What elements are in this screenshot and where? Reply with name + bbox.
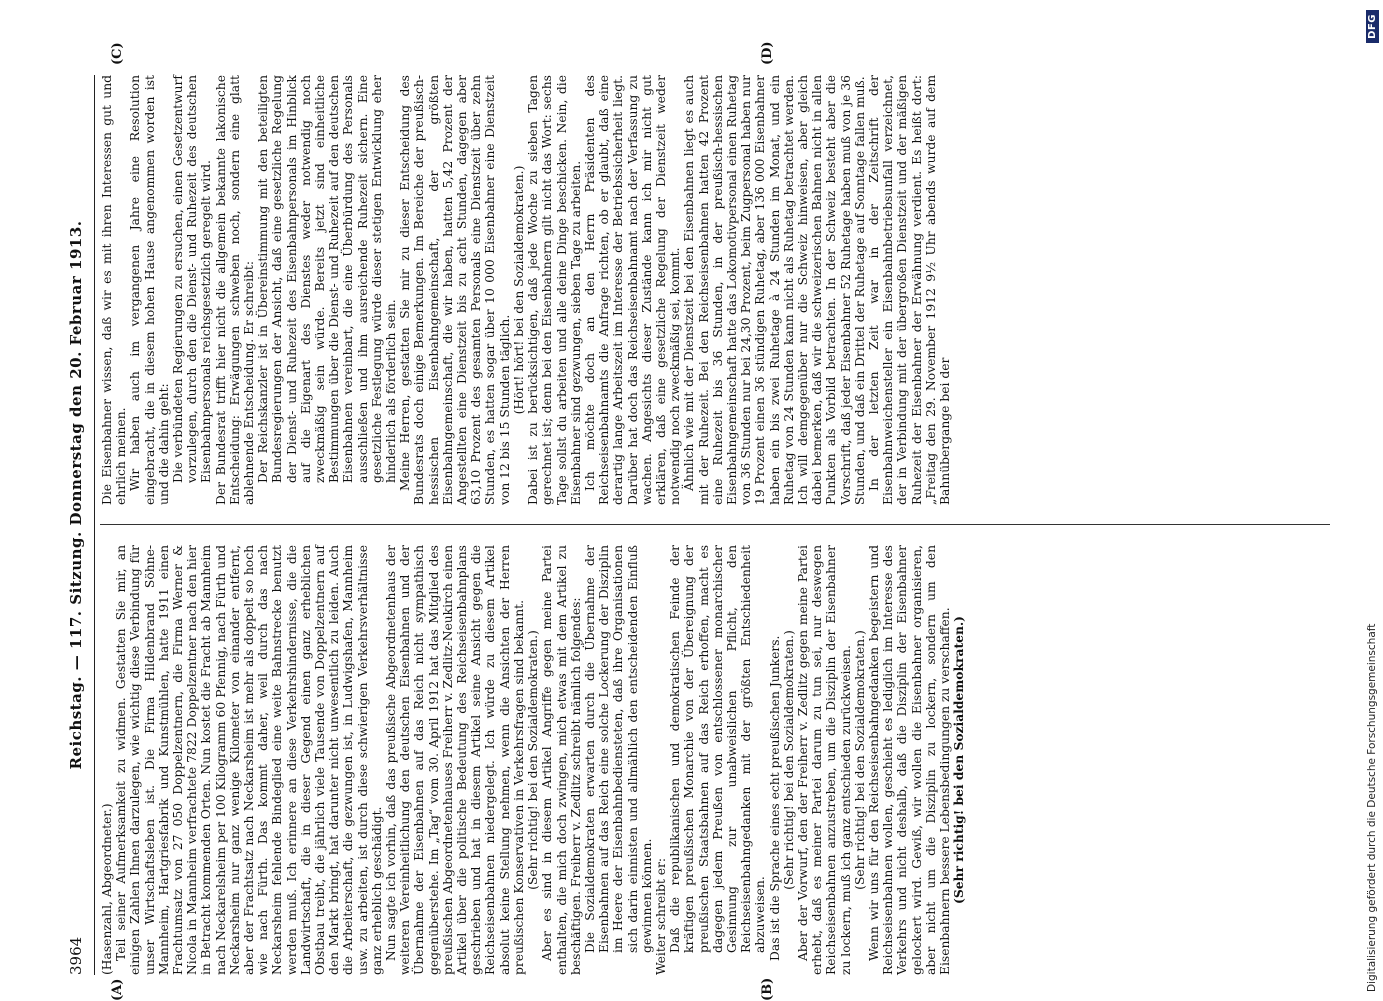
paragraph: Meine Herren, gestatten Sie mir zu dieser Entscheidung des Bundesrats doch einige Bemerkungen. Im Bereiche der preußisch-hessischen Eisenbahngemeinschaft, der größten Eisenbahngemeinschaft, die wir haben, hatten 5,42 Prozent der Angestellten eine Dienstzeit bis zu acht Stunden, dagegen aber 63,10 Prozent des gesamten Personals eine Dienstzeit über zehn Stunden, es hatten sogar über 10 000 Eisenbahner eine Dienstzeit von 12 bis 15 Stunden täglich.: [398, 75, 512, 505]
margin-letter-c: (C): [110, 42, 125, 65]
paragraph: Ich möchte doch an den Herrn Präsidenten des Reichseisenbahnamts die Anfrage richten, ob er glaubt, daß eine derartig lange Arbeitszeit im Interesse der Betriebssicherheit liegt. Darüber hat doch das Reichseisenbahnamt nach der Verfassung zu wachen. Angesichts dieser Zustände kann ich mir nicht gut erklären, daß eine gesetzliche Regelung der Dienstzeit weder notwendig noch zweckmäßig sei, kommt.: [582, 75, 683, 505]
margin-letter-d: (D): [760, 41, 775, 65]
quote: Der Reichskanzler ist in Übereinstimmung mit den beteiligten Bundesregierungen der Ansicht, daß eine gesetzliche Regelung der Dienst- und Ruhezeit des Eisenbahnpersonals im Hinblick auf die Eigenart des Dienstes weder notwendig noch zweckmäßig sein würde. Bereits jetzt sind einheitliche Bestimmungen über die Dienst- und Ruhezeit auf den deutschen Eisenbahnen vereinbart, die eine Überbürdung des Personals ausschließen und ihm ausreichende Ruhezeit sichern. Eine gesetzliche Festlegung würde dieser stetigen Entwicklung eher hinderlich als förderlich sein.: [256, 75, 399, 483]
page-number: 3964: [67, 936, 85, 975]
column-rule: [100, 524, 1330, 525]
paragraph: Aber der Vorwurf, den der Freiherr v. Zedlitz gegen meine Partei erhebt, daß es meiner Partei darum zu tun sei, nur deswegen Reichseisenbahnen anzustreben, um die Disziplin der Eisenbahner zu lockern, muß ich ganz entschieden zurückweisen.: [795, 545, 853, 975]
quote: Die Sozialdemokraten erwarten durch die Übernahme der Eisenbahnen auf das Reich eine solche Lockerung der Disziplin im Heere der Eisenbahnbediensteten, daß ihre Organisationen sich darin einnisten und allmählich den entscheidenden Einfluß gewinnen können.: [582, 545, 654, 953]
interjection: (Sehr richtig! bei den Sozialdemokraten.): [781, 630, 796, 890]
paragraph: Weiter schreibt er:: [653, 857, 668, 975]
digitization-notice: [1362, 2, 1382, 992]
margin-letter-a: (A): [110, 978, 125, 1001]
left-column: [100, 545, 966, 975]
page-header: [60, 75, 92, 975]
paragraph: Aber es sind in diesem Artikel Angriffe gegen meine Partei enthalten, die mich doch zwingen, mich etwas mit dem Artikel zu beschäftigen. Freiherr v. Zedlitz schreibt nämlich folgendes:: [540, 545, 583, 975]
paragraph: Wir haben auch im vergangenen Jahre eine Resolution eingebracht, die in diesem hohen Hause angenommen worden ist und die dahin geht:: [128, 75, 171, 505]
paragraph: Der Bundesrat trifft hier nicht die allgemein bekannte lakonische Entscheidung: Erwägungen schweben noch, sondern eine glatt ablehnende Entscheidung. Er schreibt:: [213, 75, 257, 505]
quote: Die verbündeten Regierungen zu ersuchen, einen Gesetzentwurf vorzulegen, durch den die Dienst- und Ruhezeit des deutschen Eisenbahnpersonals reichsgesetzlich geregelt wird.: [171, 75, 214, 483]
paragraph: Nun sagte ich vorhin, daß das preußische Abgeordnetenhaus der weiteren Vereinheitlichung den deutschen Eisenbahnen und der Übernahme der Eisenbahnen auf das Reich nicht sympathisch gegenüberstehe. Im „Tag“ vom 30. April 1912 hat das Mitglied des preußischen Abgeordnetenhauses Freiherr v. Zedlitz-Neukirch einen Artikel über die politische Bedeutung des Reichseisenbahnplans geschrieben und hat in diesem Artikel seine Ansicht gegen die Reichseisenbahnen niedergelegt. Ich würde zu diesem Artikel absolut keine Stellung nehmen, wenn die Ansichten der Herren preußischen Konservativen in Verkehrsfragen sind bekannt.: [384, 545, 526, 975]
paragraph: Teil seiner Aufmerksamkeit zu widmen. Gestatten Sie mir, an einigen Zahlen Ihnen darzulegen, wie wichtig diese Verbindung für unser Wirtschaftsleben ist. Die Firma Hildenbrand Söhne-Mannheim, Hartgriesfabrik und Kunstmühlen, hatte 1911 einen Frachtumsatz von 27 050 Doppelzentnern, die Firma Werner & Nicola in Mannheim verfrachtete 7822 Doppelzentner nach den hier in Betracht kommenden Orten. Nun kostet die Fracht ab Mannheim nach Neckarelsheim per 100 Kilogramm 60 Pfennig, nach Fürth und Neckarsheim nur ganz wenige Kilometer von einander entfernt, aber der Frachtsatz nach Neckarsheim ist mehr als doppelt so hoch wie nach Fürth. Das kommt daher, weil durch das nach Neckarsheim fehlende Bindeglied eine weite Bahnstrecke benutzt werden muß. Ich erinnere an diese Verkehrshindernisse, die die Landwirtschaft, die in dieser Gegend einen ganz erheblichen Obstbau treibt, die jährlich viele Tausende von Doppelzentnern auf den Markt bringt, hat darunter nicht unwesentlich zu leiden. Auch die Arbeiterschaft, die gezwungen ist, in Ludwigshafen, Mannheim usw. zu arbeiten, ist durch diese schwierigen Verkehrsverhältnisse ganz erheblich geschädigt.: [114, 545, 384, 975]
dfg-logo: DFG: [1366, 10, 1379, 43]
interjection: (Sehr richtig! bei den Sozialdemokraten.): [526, 630, 541, 890]
paragraph: Das ist die Sprache eines echt preußischen Junkers.: [767, 635, 782, 961]
speaker-line: (Hasenzahl, Abgeordneter.): [100, 803, 114, 975]
interjection: (Sehr richtig! bei den Sozialdemokraten.): [951, 616, 967, 904]
paragraph: Die Eisenbahner wissen, daß wir es mit ihren Interessen gut und ehrlich meinen.: [100, 75, 129, 505]
right-column: [100, 75, 952, 505]
quote: Daß die republikanischen und demokratischen Feinde der kräftigen preußischen Monarchie von der Übereignung der preußischen Staatsbahnen auf das Reich erhoffen, macht es dagegen jedem Preußen von entschlossener monarchischer Gesinnung zur unabweislichen Pflicht, den Reichseisenbahngedanken mit der größten Entschiedenheit abzuweisen.: [668, 545, 768, 953]
page-title: Reichstag. — 117. Sitzung. Donnerstag den 20. Februar 1913.: [67, 220, 85, 770]
header-rule: [94, 75, 95, 975]
notice-text: Digitalisierung gefördert durch die Deutsche Forschungsgemeinschaft: [1366, 623, 1378, 992]
margin-letter-b: (B): [760, 977, 775, 1001]
paragraph: In der letzten Zeit war in der Zeitschrift der Eisenbahnweichensteller ein Eisenbahnbetriebsunfall verzeichnet, der in Verbindung mit der übergroßen Dienstzeit und der mäßigen Ruhezeit der Eisenbahner der Erwähnung verdient. Es heißt dort: „Freitag den 29. November 1912 9½ Uhr abends wurde auf dem Bahnübergange bei der: [866, 75, 952, 505]
paragraph: Wenn wir uns für den Reichseisenbahngedanken begeistern und Reichseisenbahnen wollen, geschieht es lediglich im Interesse des Verkehrs und nicht deshalb, daß die Disziplin der Eisenbahner gelockert wird. Gewiß, wir wollen die Eisenbahner organisieren, aber nicht um die Disziplin zu lockern, sondern um den Eisenbahnern bessere Lebensbedingungen zu verschaffen.: [866, 545, 952, 975]
interjection: (Sehr richtig! bei den Sozialdemokraten.): [852, 630, 867, 890]
paragraph: Ähnlich wie mit der Dienstzeit bei den Eisenbahnen liegt es auch mit der Ruhezeit. Bei den Reichseisenbahnen hatten 42 Prozent eine Ruhezeit bis 36 Stunden, in der preußisch-hessischen Eisenbahngemeinschaft hatte das Lokomotivpersonal einen Ruhetag von 36 Stunden nur bei 24,30 Prozent, beim Zugpersonal haben nur 19 Prozent einen 36 stündigen Ruhetag, aber 136 000 Eisenbahner haben ein bis zwei Ruhetage à 24 Stunden im Monat, und ein Ruhetag von 24 Stunden kann nicht als Ruhetag betrachtet werden. Ich will demgegenüber nur die Schweiz hinweisen, aber gleich dabei bemerken, daß wir die schweizerischen Bahnen nicht in allen Punkten als Vorbild betrachten. In der Schweiz besteht aber die Vorschrift, daß jeder Eisenbahner 52 Ruhetage haben muß von je 36 Stunden, und daß ein Drittel der Ruhetage auf Sonntage fallen muß.: [682, 75, 867, 505]
paragraph: Dabei ist zu berücksichtigen, daß jede Woche zu sieben Tagen gerechnet ist; denn bei den Eisenbahnern gilt nicht das Wort: sechs Tage sollst du arbeiten und alle deine Dinge beschicken. Nein, die Eisenbahner sind gezwungen, sieben Tage zu arbeiten.: [526, 75, 583, 505]
interjection: (Hört! hört! bei den Sozialdemokraten.): [511, 165, 526, 415]
document-page: [60, 35, 1360, 1001]
